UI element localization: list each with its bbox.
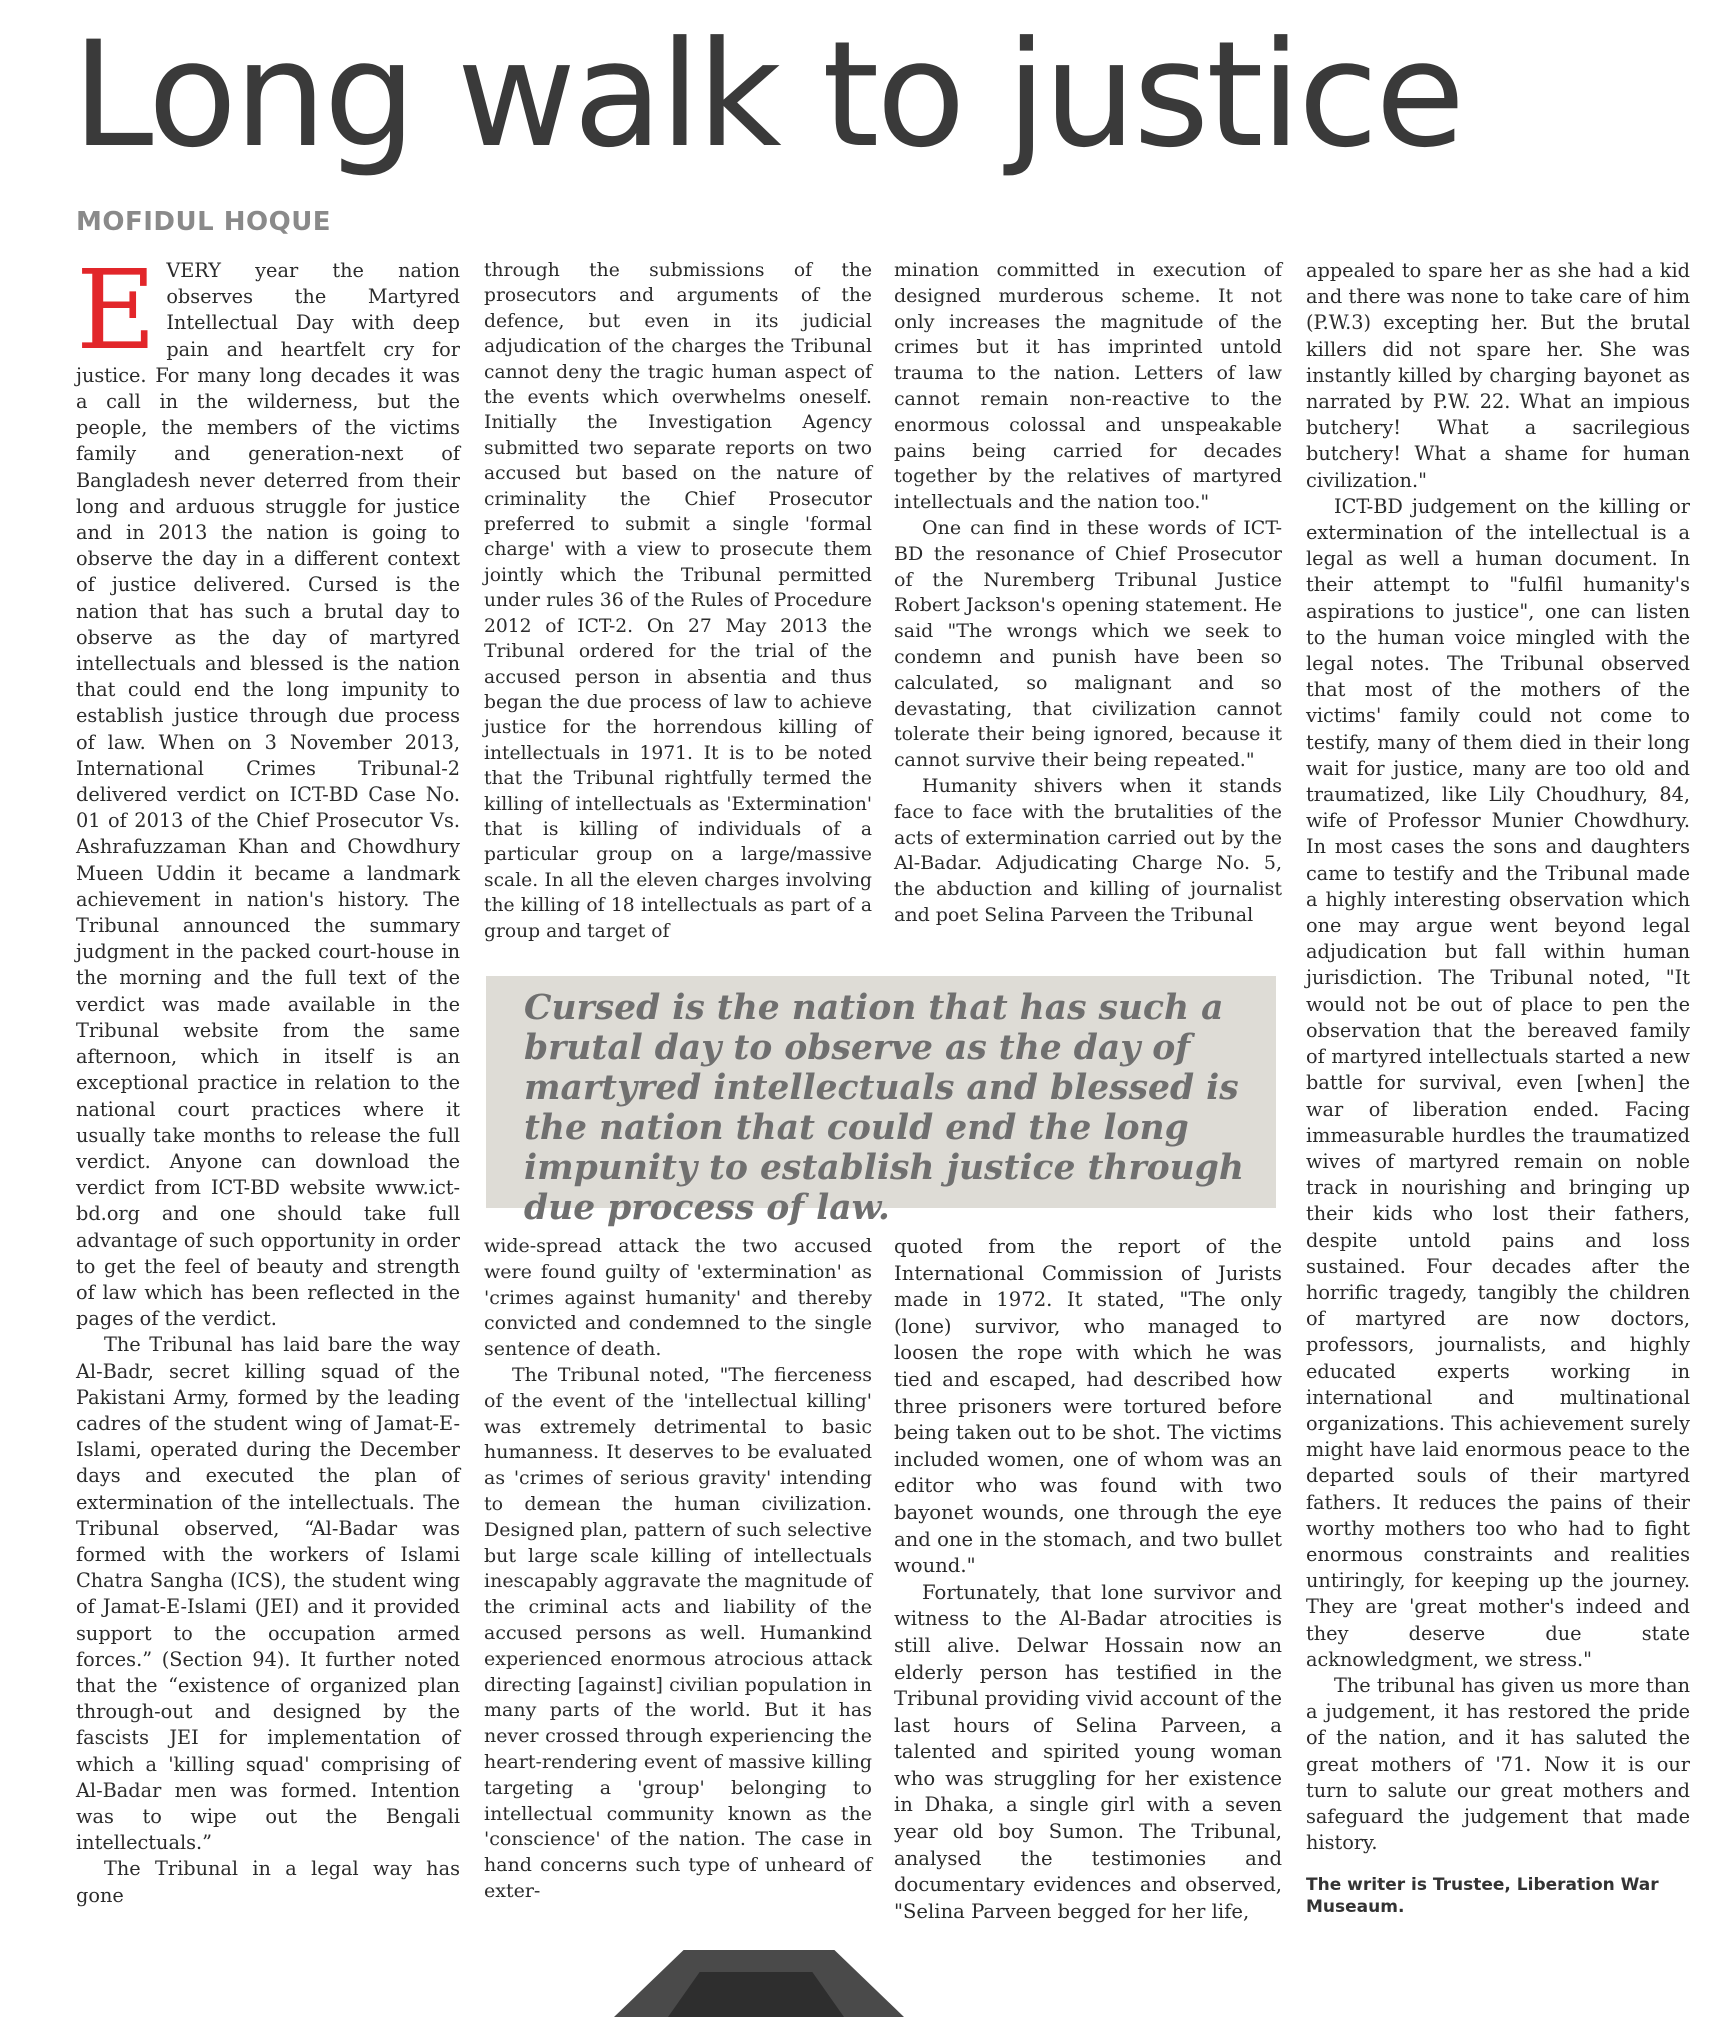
paragraph: One can find in these words of ICT-BD the resonance of Chief Prosecutor of the Nuremberg Tribunal Justice Robert Jackson's opening statement. He said "The wrongs which we seek to condemn and punish have been so calculated, so malignant and so devastating, that civilization cannot tolerate their being ignored, because it cannot survive their being repeated.": [894, 516, 1282, 772]
writer-note: The writer is Trustee, Liberation War Museaum.: [1306, 1875, 1659, 1918]
paragraph: mination committed in execution of designed murderous scheme. It not only increases the magnitude of the crimes but it has imprinted untold trauma to the nation. Letters of law cannot remain non-reactive to the enormous colossal and unspeakable pains being carried for decades together by the relatives of martyred intellectuals and the nation too.": [894, 259, 1282, 514]
pull-quote-text: Cursed is the nation that has such a brutal day to observe as the day of martyred intellectuals and blessed is the nation that could end the long impunity to establish justice through due process of law.: [524, 988, 1244, 1228]
column-3-bottom: [894, 1234, 1282, 1924]
opening-paragraph-text: VERY year the nation observes the Martyred Intellectual Day with deep pain and heartfelt cry for justice. For many long decades it was a call in the wilderness, but the people, the members of the victims family and generation-next of Bangladesh never deterred from their long and arduous struggle for justice and in 2013 the nation is going to observe the day in a different context of justice delivered. Cursed is the nation that has such a brutal day to observe as the day of martyred intellectuals and blessed is the nation that could end the long impunity to establish justice through due process of law. When on 3 November 2013, International Crimes Tribunal-2 delivered verdict on ICT-BD Case No. 01 of 2013 of the Chief Prosecutor Vs. Ashrafuzzaman Khan and Chowdhury Mueen Uddin it became a landmark achievement in nation's history. The Tribunal announced the summary judgment in the packed court-house in the morning and the full text of the verdict was made available in the Tribunal website from the same afternoon, which in itself is an exceptional practice in relation to the national court practices where it usually take months to release the full verdict. Anyone can download the verdict from ICT-BD website www.ict-bd.org and one should take full advantage of such opportunity in order to get the feel of beauty and strength of law which has been reflected in the pages of the verdict.: [76, 259, 460, 1331]
opening-paragraph: [76, 246, 460, 1332]
column-4: [1306, 258, 1690, 1924]
column-2-top: [484, 258, 872, 960]
paragraph: The tribunal has given us more than a judgement, it has restored the pride of the nation, and it has saluted the great mothers of '71. Now it is our turn to salute our great mothers and safeguard the judgement that made history.: [1306, 1673, 1690, 1855]
column-1: [76, 246, 460, 1924]
paragraph: The Tribunal in a legal way has gone: [76, 1857, 460, 1907]
paragraph: through the submissions of the prosecutors and arguments of the defence, but even in its judicial adjudication of the charges the Tribunal cannot deny the tragic human aspect of the events which overwhelms oneself. Initially the Investigation Agency submitted two separate reports on two accused but based on the nature of criminality the Chief Prosecutor preferred to submit a single 'formal charge' with a view to prosecute them jointly which the Tribunal permitted under rules 36 of the Rules of Procedure 2012 of ICT-2. On 27 May 2013 the Tribunal ordered for the trial of the accused person in absentia and thus began the due process of law to achieve justice for the horrendous killing of intellectuals in 1971. It is to be noted that the Tribunal rightfully termed the killing of intellectuals as 'Extermination' that is killing of individuals of a particular group on a large/massive scale. In all the eleven charges involving the killing of 18 intellectuals as part of a group and target of: [484, 260, 872, 942]
paragraph: Humanity shivers when it stands face to face with the brutalities of the acts of extermination carried out by the Al-Badar. Adjudicating Charge No. 5, the abduction and killing of journalist and poet Selina Parveen the Tribunal: [894, 774, 1282, 926]
paragraph: wide-spread attack the two accused were found guilty of 'extermination' as 'crimes against humanity' and thereby convicted and condemned to the single sentence of death.: [484, 1235, 872, 1361]
paragraph: The Tribunal noted, "The fierceness of the event of the 'intellectual killing' was extremely detrimental to basic humanness. It deserves to be evaluated as 'crimes of serious gravity' intending to demean the human civilization. Designed plan, pattern of such selective but large scale killing of intellectuals inescapably aggravate the magnitude of the criminal acts and liability of the accused persons as well. Humankind experienced enormous atrocious attack directing [against] civilian population in many parts of the world. But it has never crossed through experiencing the heart-rendering event of massive killing targeting a 'group' belonging to intellectual community known as the 'conscience' of the nation. The case in hand concerns such type of unheard of exter-: [484, 1363, 872, 1902]
paragraph: Fortunately, that lone survivor and witness to the Al-Badar atrocities is still alive. Delwar Hossain now an elderly person has testified in the Tribunal providing vivid account of the last hours of Selina Parveen, a talented and spirited young woman who was struggling for her existence in Dhaka, a single girl with a seven year old boy Sumon. The Tribunal, analysed the testimonies and documentary evidences and observed, "Selina Parveen begged for her life,: [894, 1580, 1282, 1923]
paragraph: The Tribunal has laid bare the way Al-Badr, secret killing squad of the Pakistani Army, formed by the leading cadres of the student wing of Jamat-E-Islami, operated during the December days and executed the plan of extermination of the intellectuals. The Tribunal observed, “Al-Badar was formed with the workers of Islami Chatra Sangha (ICS), the student wing of Jamat-E-Islami (JEI) and it provided support to the occupation armed forces.” (Section 94). It further noted that the “existence of organized plan through-out and designed by the fascists JEI for implementation of which a 'killing squad' comprising of Al-Badar men was formed. Intention was to wipe out the Bengali intellectuals.”: [76, 1333, 460, 1855]
byline: MOFIDUL HOQUE: [76, 207, 332, 237]
headline: Long walk to justice: [72, 10, 1463, 180]
paragraph: quoted from the report of the International Commission of Jurists made in 1972. It stated, "The only (lone) survivor, who managed to loosen the rope with which he was tied and escaped, had described how three prisoners were tortured before being taken out to be shot. The victims included women, one of whom was an editor who was found with two bayonet wounds, one through the eye and one in the stomach, and two bullet wound.": [894, 1235, 1282, 1578]
paragraph: appealed to spare her as she had a kid and there was none to take care of him (P.W.3) excepting her. But the brutal killers did not spare her. She was instantly killed by charging bayonet as narrated by P.W. 22. What an impious butchery! What a sacrilegious butchery! What a shame for human civilization.": [1306, 259, 1690, 492]
column-3-top: [894, 258, 1282, 960]
paragraph: ICT-BD judgement on the killing or extermination of the intellectual is a legal as well a human document. In their attempt to "fulfil humanity's aspirations to justice", one can listen to the human voice mingled with the legal notes. The Tribunal observed that most of the mothers of the victims' family could not come to testify, many of them died in their long wait for justice, many are too old and traumatized, like Lily Choudhury, 84, wife of Professor Munier Chowdhury. In most cases the sons and daughters came to testify and the Tribunal made a highly interesting observation which one may argue went beyond legal adjudication but fall within human jurisdiction. The Tribunal noted, "It would not be out of place to pen the observation that the bereaved family of martyred intellectuals started a new battle for survival, even [when] the war of liberation ended. Facing immeasurable hurdles the traumatized wives of martyred remain on noble track in nourishing and bringing up their kids who lost their fathers, despite untold pains and loss sustained. Four decades after the horrific tragedy, tangibly the children of martyred are now doctors, professors, journalists, and highly educated experts working in international and multinational organizations. This achievement surely might have laid enormous peace to the departed souls of their martyred fathers. It reduces the pains of their worthy mothers too who had to fight enormous constraints and realities untiringly, for keeping up the journey. They are 'great mother's indeed and they deserve due state acknowledgment, we stress.": [1306, 494, 1690, 1671]
pull-quote: [486, 976, 1276, 1228]
drop-cap: E: [76, 246, 157, 374]
column-2-bottom: [484, 1234, 872, 1924]
